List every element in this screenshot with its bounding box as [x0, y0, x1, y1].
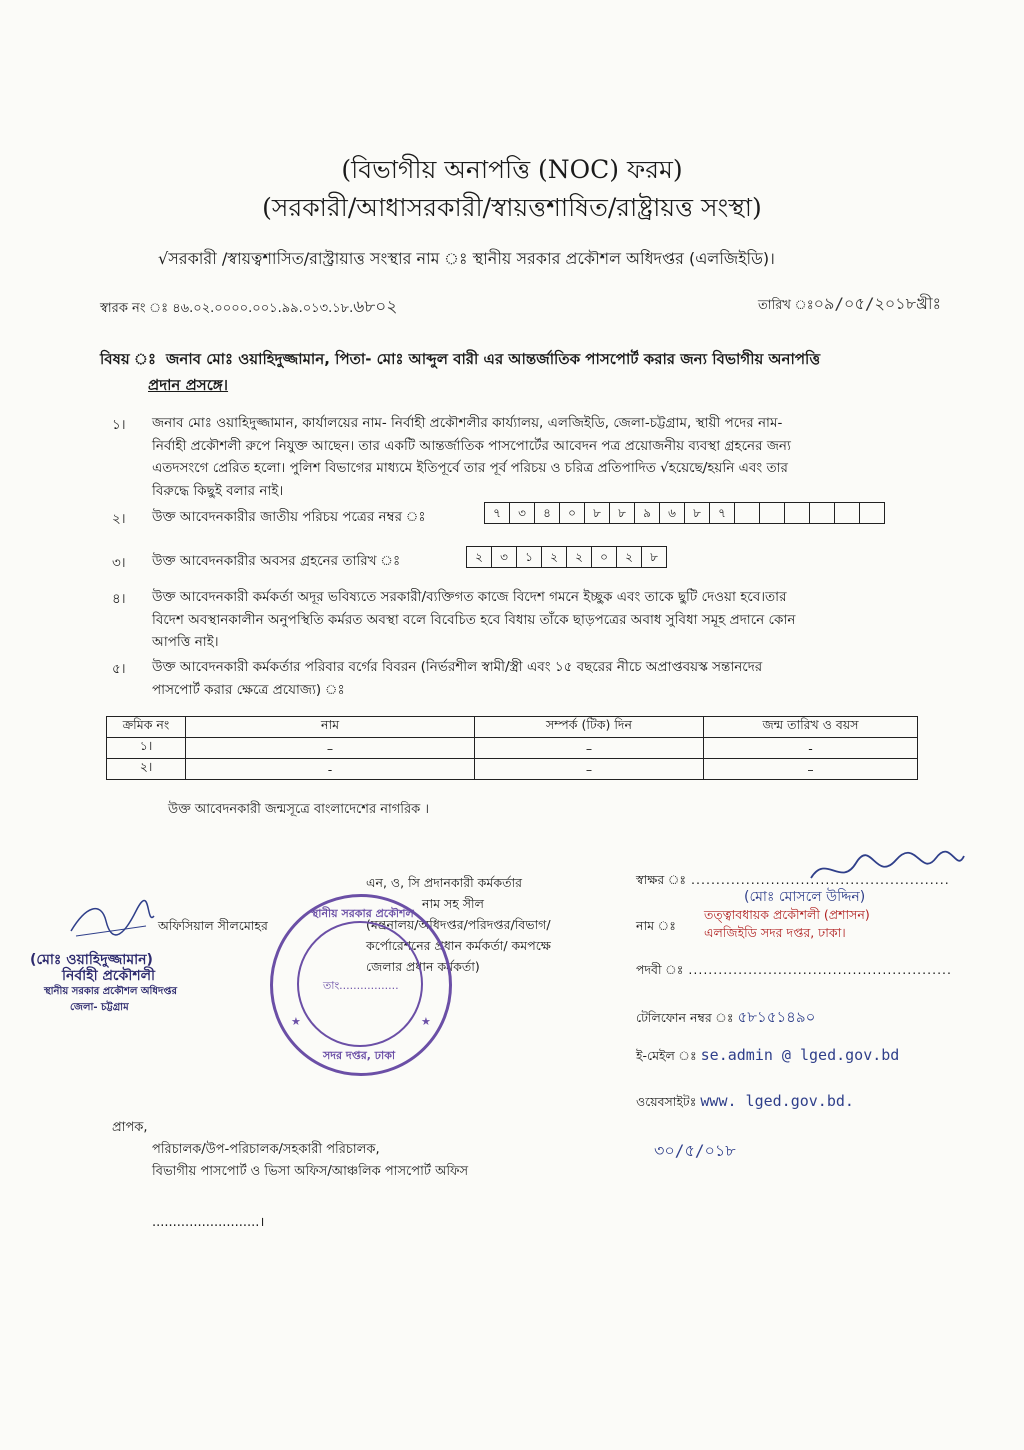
- table-cell: -: [704, 738, 918, 759]
- para5-line: উক্ত আবেদনকারী কর্মকর্তার পরিবার বর্গের বিবরন (নির্ভরশীল স্বামী/স্ত্রী এবং ১৫ বছরের নীচে অপ্রাপ্তবয়স্ক সন্তানদের: [152, 659, 763, 675]
- digit-box: ৮: [650, 550, 658, 564]
- applicant-signature: [66, 896, 156, 946]
- column-header: জন্ম তারিখ ও বয়স: [704, 717, 918, 738]
- digit-box: ২: [542, 547, 567, 567]
- seal-name: (মোঃ ওয়াহিদুজ্জামান): [30, 952, 153, 968]
- website-field: [636, 1092, 854, 1114]
- middle-line: নাম সহ সীল: [422, 896, 484, 911]
- digit-box: [760, 503, 785, 523]
- website-handwritten: www. lged.gov.bd.: [700, 1092, 854, 1110]
- table-cell: ২।: [107, 759, 186, 780]
- family-table: [106, 716, 918, 780]
- initials-handwritten: ৩০/৫/০১৮: [654, 1141, 736, 1160]
- para1-line: বিরুদ্ধে কিছুই বলার নাই।: [152, 482, 284, 499]
- table-cell: -: [186, 759, 475, 780]
- website-label: ওয়েবসাইটঃ: [636, 1094, 697, 1109]
- office-stamp: [270, 894, 452, 1076]
- table-row: [107, 759, 918, 780]
- official-seal-label: অফিসিয়াল সীলমোহর: [158, 918, 268, 933]
- designation-field: পদবী ঃ .....................................................: [636, 962, 952, 977]
- table-cell: –: [186, 738, 475, 759]
- digit-box: ৬: [660, 503, 685, 523]
- digit-box: ২: [567, 547, 592, 567]
- para1-line: নির্বাহী প্রকৌশলী রুপে নিযুক্ত আছেন। তার একটি আন্তর্জাতিক পাসপোর্টের আবেদন পত্র প্রয়োজনীয় ব্যবস্থা গ্রহনের জন্য: [152, 437, 791, 454]
- para1-line: এতদসংগে প্রেরিত হলো। পুলিশ বিভাগের মাধ্যমে ইতিপূর্বে তার পূর্ব পরিচয় ও চরিত্র প্রতিপাদিত √হয়েছে/হয়নি এবং তার: [152, 460, 788, 476]
- digit-box: ০: [592, 547, 617, 567]
- memo-handwritten: ৬৮০২: [353, 297, 398, 317]
- officer-name: (মোঃ মোসলে উদ্দিন): [744, 889, 866, 905]
- para5-line: পাসপোর্ট করার ক্ষেত্রে প্রযোজ্য) ঃ: [152, 681, 345, 698]
- para2-text: উক্ত আবেদনকারীর জাতীয় পরিচয় পত্রের নম্বর ঃ: [152, 509, 426, 525]
- digit-box: [735, 503, 760, 523]
- citizenship-statement: উক্ত আবেদনকারী জন্মসূত্রে বাংলাদেশের নাগরিক ।: [168, 802, 430, 817]
- digit-box: [835, 503, 860, 523]
- digit-box: [785, 503, 810, 523]
- digit-box: [860, 503, 884, 523]
- applicant-seal: [30, 952, 177, 1016]
- seal-district: জেলা- চট্টগ্রাম: [70, 1002, 129, 1013]
- para2-number: ২।: [112, 511, 126, 527]
- subject-line1: জনাব মোঃ ওয়াহিদুজ্জামান, পিতা- মোঃ আব্দুল বারী এর আন্তর্জাতিক পাসপোর্ট করার জন্য বিভাগীয় অনাপত্তি: [165, 350, 821, 368]
- para4-line: উক্ত আবেদনকারী কর্মকর্তা অদূর ভবিষ্যতে সরকারী/ব্যক্তিগত কাজে বিদেশ গমনে ইচ্ছুক এবং তাকে ছুটি দেওয়া হবে।তার: [152, 589, 787, 605]
- digit-box: ৮: [610, 503, 635, 523]
- date-label: তারিখ ঃ: [758, 298, 814, 313]
- seal-designation: নির্বাহী প্রকৌশলী: [62, 968, 156, 984]
- para5-number: ৫।: [112, 661, 126, 677]
- column-header: নাম: [186, 717, 475, 738]
- signature-field: স্বাক্ষর ঃ ....................................................: [636, 872, 950, 887]
- recipient-label: প্রাপক,: [112, 1120, 148, 1135]
- memo-label: স্বারক নং ঃ ৪৬.০২.০০০০.০০১.৯৯.০১৩.১৮.: [100, 301, 354, 316]
- para4-line: আপত্তি নাই।: [152, 634, 219, 650]
- middle-line: এন, ও, সি প্রদানকারী কর্মকর্তার: [366, 875, 522, 890]
- digit-box: ৪: [535, 503, 560, 523]
- email-label: ই-মেইল ঃ: [636, 1048, 697, 1063]
- digit-box: [810, 503, 835, 523]
- digit-box: ০: [560, 503, 585, 523]
- stamp-center-text: তাং.................: [323, 979, 399, 992]
- phone-field: [636, 1006, 815, 1031]
- middle-line: জেলার প্রধান কর্মকর্তা): [366, 959, 480, 974]
- recipient-line: পরিচালক/উপ-পরিচালক/সহকারী পরিচালক,: [152, 1142, 380, 1157]
- table-cell: –: [475, 759, 704, 780]
- digit-box: ৮: [585, 503, 610, 523]
- recipient-line: বিভাগীয় পাসপোর্ট ও ভিসা অফিস/আঞ্চলিক পাসপোর্ট অফিস: [152, 1164, 469, 1179]
- digit-box: ২: [617, 547, 642, 567]
- para3-text: উক্ত আবেদনকারীর অবসর গ্রহনের তারিখ ঃ: [152, 553, 401, 569]
- stamp-bottom-text: সদর দপ্তর, ঢাকা: [323, 1049, 396, 1062]
- digit-box: ৭: [485, 503, 510, 523]
- officer-title: তত্ত্বাবধায়ক প্রকৌশলী (প্রশাসন): [704, 907, 870, 922]
- name-field: [636, 918, 676, 938]
- date-handwritten: ০৯/০৫/২০১৮খ্রীঃ: [813, 294, 942, 313]
- para3-number: ৩।: [112, 555, 126, 571]
- form-title: (বিভাগীয় অনাপত্তি (NOC) ফরম): [341, 155, 683, 184]
- seal-organization: স্থানীয় সরকার প্রকৌশল অধিদপ্তর: [44, 986, 177, 997]
- memo-date: [758, 291, 941, 318]
- para1-line: জনাব মোঃ ওয়াহিদুজ্জামান, কার্যালয়ের নাম- নির্বাহী প্রকৌশলীর কার্য্যালয়, এলজিইডি, জেলা-চট্টগ্রাম, স্থায়ী পদের নাম-: [152, 415, 783, 431]
- star-icon: ★: [291, 1015, 301, 1028]
- designation-label: পদবী ঃ: [636, 962, 684, 977]
- subject-label: বিষয় ঃ: [100, 350, 156, 368]
- digit-box: ৩: [510, 503, 535, 523]
- column-header: ক্রমিক নং: [107, 717, 186, 738]
- officer-office: এলজিইডি সদর দপ্তর, ঢাকা।: [704, 925, 846, 940]
- paragraph-4: [152, 586, 917, 654]
- digit-box: ৯: [635, 503, 660, 523]
- form-subtitle: (সরকারী/আধাসরকারী/স্বায়ত্তশাষিত/রাষ্ট্রায়ত্ত সংস্থা): [262, 193, 762, 222]
- digit-box: ৩: [492, 547, 517, 567]
- middle-line: কর্পোরেশনের প্রধান কর্মকর্তা/ কমপক্ষে: [366, 938, 551, 953]
- nid-number-boxes: [484, 502, 885, 524]
- signature-label: স্বাক্ষর ঃ: [636, 872, 687, 887]
- table-row: [107, 738, 918, 759]
- digit-box: ১: [517, 547, 542, 567]
- table-cell: –: [704, 759, 918, 780]
- para4-line: বিদেশ অবস্থানকালীন অনুপস্থিতি কর্মরত অবস্থা বলে বিবেচিত হবে বিধায় তাঁকে ছাড়পত্রের অবাধ সুবিধা সমূহ প্রদানে কোন: [152, 611, 796, 628]
- subject: [100, 346, 920, 398]
- phone-handwritten: ৫৮১৫১৪৯০: [737, 1008, 816, 1026]
- table-cell: ১।: [107, 738, 186, 759]
- column-header: সম্পর্ক (টিক) দিন: [475, 717, 704, 738]
- para4-number: ৪।: [112, 591, 126, 607]
- paragraph-1: [152, 412, 917, 502]
- phone-label: টেলিফোন নম্বর ঃ: [636, 1010, 734, 1025]
- digit-box: ২: [467, 547, 492, 567]
- email-field: [636, 1046, 899, 1068]
- paragraph-5: [152, 656, 917, 701]
- memo-number: [100, 294, 397, 322]
- para1-number: ১।: [112, 417, 126, 433]
- retirement-date-boxes: [466, 546, 667, 568]
- recipient-line: ..........................।: [152, 1215, 265, 1230]
- middle-line: (মন্ত্রনালয়/অধিদপ্তর/পরিদপ্তর/বিভাগ/: [366, 917, 551, 932]
- organization-line: √সরকারী /স্বায়ত্বশাসিত/রাস্ট্রায়াত্ত সংস্থার নাম ঃ স্থানীয় সরকার প্রকৌশল অধিদপ্তর (এলজিইডি)।: [158, 249, 775, 268]
- subject-line2: প্রদান প্রসঙ্গে।: [148, 376, 229, 394]
- table-cell: –: [475, 738, 704, 759]
- digit-box: ৭: [710, 503, 735, 523]
- email-handwritten: se.admin @ lged.gov.bd: [700, 1046, 900, 1064]
- officer-seal: [704, 888, 870, 942]
- table-header-row: [107, 717, 918, 738]
- digit-box: ৮: [685, 503, 710, 523]
- stamp-top-text: স্থানীয় সরকার প্রকৌশল: [311, 907, 414, 920]
- star-icon: ★: [421, 1015, 431, 1028]
- name-label: নাম ঃ: [636, 918, 676, 933]
